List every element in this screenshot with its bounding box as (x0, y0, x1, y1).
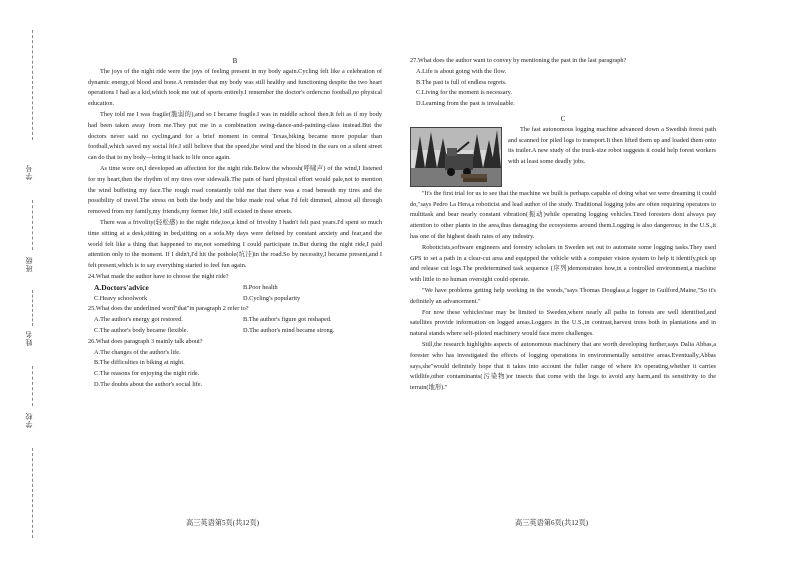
student-number-label: 学号 (25, 164, 33, 180)
question-27-option-d[interactable]: D.Learning from the past is invaluable. (416, 100, 515, 108)
passage-b-paragraph-1: The joys of the night ride were the joys of feeling present in my body again.Cycling felt like a celebration of dynamic energy,of blood and bone.A reminder that my body was still healthy and functioning despite the two heart operations I had as a kid,which took me out of sports entirely.I remember the doctor's orders:no football,no physical education. (88, 67, 382, 108)
question-27-options (410, 67, 716, 110)
passage-b-paragraph-3: As time wore on,I developed an affection for the night ride.Below the whoosh(呼啸声) of the wind,I listened for my heart,then the rhythm of my tires over sidewalk.The pain of hard physical effort would pale,not to mention the wind buffeting my face.The rough road constantly told me that there was a road beneath my tires and the possibility of travel.The stress on both the body and the bike made real what I'd felt dimmed, almost all through removed from my family,my friends,my former life,I still existed in these streets. (88, 164, 382, 216)
question-25-stem: 25.What does the underlined word"that"in paragraph 2 refer to? (88, 305, 249, 313)
question-25-option-b[interactable]: B.The author's figure got reshaped. (243, 316, 332, 324)
section-heading-c: C (560, 114, 566, 123)
question-25-options (88, 315, 382, 337)
logging-robot-photo (410, 127, 502, 187)
question-26-options (88, 348, 382, 391)
question-25-option-c[interactable]: C.The author's body became flexible. (94, 326, 189, 334)
question-27-option-a[interactable]: A.Life is about going with the flow. (416, 67, 507, 75)
passage-c-paragraph-6: Still,the research highlights aspects of autonomous machinery that are worth developing further,says Dalia Abbas,a forester who has investigated the effects of logging operations in environmentally sensitive areas.Eventually,Abbas says,she"would definitely hope that it takes into account the fuller range of where it's operating,whether it carries wildlife,other contaminants(污染物)or insects that come with the logs to avoid any harm,and its sensitivity to the terrain(地形)." (410, 340, 716, 392)
section-heading-b: B (232, 57, 238, 65)
question-27-option-c[interactable]: C.Living for the moment is necessary. (416, 89, 512, 97)
left-page-footer: 高三英语第5页(共12页) (186, 519, 260, 527)
right-column (410, 56, 716, 394)
right-page-footer: 高三英语第6页(共12页) (515, 519, 589, 527)
question-24-option-b[interactable]: B.Poor health (243, 283, 278, 291)
name-label: 姓名 (25, 330, 33, 346)
school-label: 学校 (25, 412, 33, 428)
passage-b-paragraph-2: They told me I was fragile(脆弱的),and so I became fragile.I was in middle school then.It felt as if my body had been taken away from me.They put me in a combination swing-dance-and-painting-class instead.But the doctors never said no cycling,and for a brief moment in central Texas,biking became more popular than football,which saved my social life.I still believe that the speed,the wind and the blood in the ears on a silent street can do that to my body—bring it back to life once again. (88, 110, 382, 162)
class-label: 班级 (25, 256, 33, 272)
question-25-option-d[interactable]: D.The author's mind became strong. (243, 326, 335, 334)
question-27-option-b[interactable]: B.The past is full of endless regrets. (416, 78, 507, 86)
passage-c-paragraph-5: For now these vehicles'use may be limited to Sweden,where nearly all paths in forests are well identified,and satellites provide information on logged areas.Loggers in the U.S.,in contrast,harvest trees both in plantations and in natural stands where self-piloted machinery would face more challenges. (410, 308, 716, 338)
left-column (88, 56, 382, 391)
question-26-option-a[interactable]: A.The changes of the author's life. (94, 348, 181, 356)
question-24-option-d[interactable]: D.Cycling's popularity (243, 294, 301, 302)
passage-c-paragraph-2: "It's the first trial for us to see that the machine we built is perhaps capable of doing what we were dreaming it could do,"says Pedro La Hera,a roboticist and lead author of the study. Traditional logging jobs are often requiring operators to multitask and bear nearly constant vibration(振动)while operating logging vehicles.Tired foresters dont always pay attention to other plants in the area,thus damaging the ecosystems around them.Logging is also dangerous; in the U.S.,it has one of the highest death rates of any industry. (410, 189, 716, 240)
question-24-option-a[interactable]: A.Doctors'advice (94, 282, 149, 292)
passage-c-paragraph-1: The fast autonomous logging machine advanced down a Swedish forest path and scanned for piled logs to transport.It then lifted them up and loaded them onto its trailer.A new study of the truck-size robot suggests it could help forest workers with at least some deadly jobs. (508, 125, 716, 166)
question-24-options (88, 283, 382, 305)
question-26-option-c[interactable]: C.The reasons for enjoying the night ride. (94, 370, 200, 378)
question-26-option-d[interactable]: D.The doubts about the author's social life. (94, 380, 203, 388)
question-26-stem: 26.What does paragraph 3 mainly talk about? (88, 337, 203, 345)
question-25-option-a[interactable]: A.The author's energy got restored. (94, 316, 183, 324)
passage-b-paragraph-4: There was a frivolity(轻松感) to the night ride,too,a kind of frivolity I hadn't felt past years.I'd spent so much time sitting at a desk,sitting in bed,sitting on a sofa.My days were defined by constant anxiety and fear,and the world felt like a thing that happened to me,not something I could participate in.But during the night ride,I paid attention only to the moment. If I didn't,I'd hit the pothole(坑洼)in the road.So by necessity,I became present,and I felt present,which is to say everything started to feel fun again. (88, 218, 382, 270)
question-24-stem: 24.What made the author have to choose the night ride? (88, 272, 229, 280)
binding-margin (18, 0, 48, 564)
question-27-stem: 27.What does the author want to convey by mentioning the past in the last paragraph? (410, 57, 627, 64)
question-26-option-b[interactable]: B.The difficulties in biking at night. (94, 359, 185, 367)
passage-c-paragraph-3: Roboticists,software engineers and forestry scholars in Sweden set out to automate some logging tasks.They used GPS to set a path in a clear-cut area and equipped the vehicle with a computer vision system to help it identify,pick up and release cut logs.The predetermined task sequence (序列)demonstrates how,in a controlled environment,a machine with little to no human oversight could operate. (410, 243, 716, 284)
passage-c-paragraph-4: "We have problems getting help working in the woods,"says Thomas Douglass,a logger in Guilford,Maine,"So it's definitely an advancement." (410, 286, 716, 305)
question-24-option-c[interactable]: C.Heavy schoolwork (94, 294, 148, 302)
